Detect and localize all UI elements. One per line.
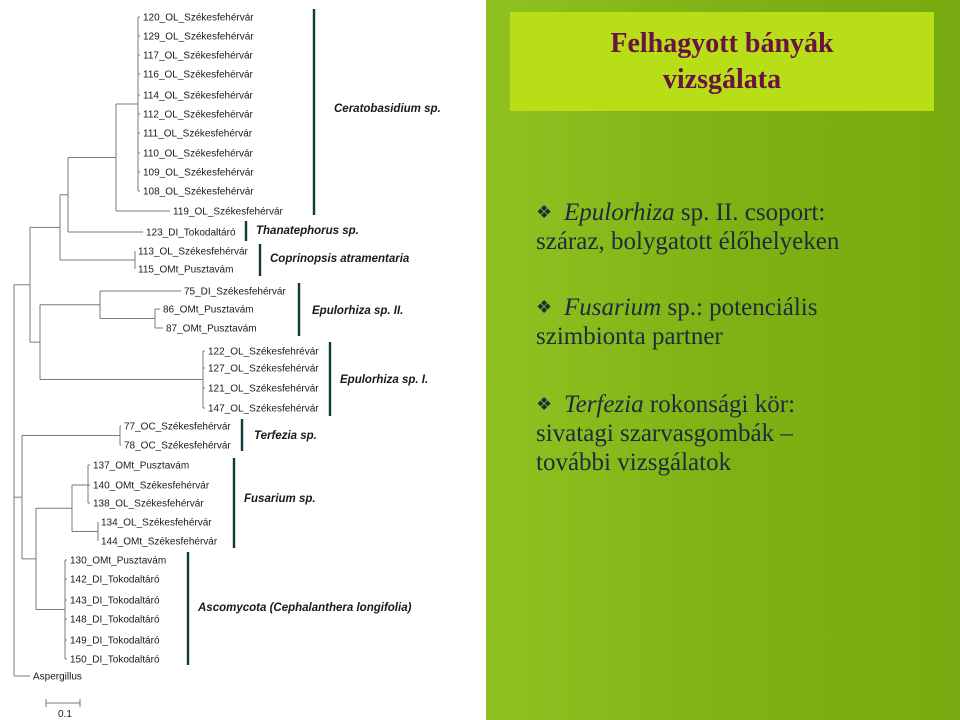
bullet-2-taxon: Fusarium bbox=[564, 294, 662, 321]
tree-leaf-label: 148_DI_Tokodaltáró bbox=[70, 614, 160, 626]
diamond-bullet-icon: ❖ bbox=[536, 394, 553, 414]
tree-leaf-label: 140_OMt_Székesfehérvár bbox=[93, 480, 210, 492]
bullet-2-text-1: sp.: potenciális bbox=[661, 294, 818, 321]
bullet-terfezia bbox=[536, 390, 956, 477]
bullet-1-text-1: sp. II. csoport: bbox=[674, 199, 826, 226]
bullet-2-text-2: szimbionta partner bbox=[536, 323, 723, 350]
clade-label: Terfezia sp. bbox=[254, 430, 317, 442]
clade-label: Ceratobasidium sp. bbox=[334, 103, 441, 115]
diamond-bullet-icon: ❖ bbox=[536, 202, 553, 222]
tree-leaf-label: 77_OC_Székesfehérvár bbox=[124, 421, 231, 433]
tree-leaf-label: 150_DI_Tokodaltáró bbox=[70, 654, 160, 666]
tree-leaf-label: 149_DI_Tokodaltáró bbox=[70, 635, 160, 647]
tree-leaf-label: 87_OMt_Pusztavám bbox=[166, 323, 257, 335]
tree-leaf-label: Aspergillus bbox=[33, 671, 82, 683]
slide-title-line-2: vizsgálata bbox=[662, 63, 782, 95]
bullet-fusarium bbox=[536, 293, 956, 351]
tree-leaf-label: 122_OL_Székesfehrévár bbox=[208, 346, 319, 358]
bullet-3-text-3: további vizsgálatok bbox=[536, 449, 732, 476]
bullet-epulorhiza bbox=[536, 198, 956, 256]
tree-leaf-label: 109_OL_Székesfehérvár bbox=[143, 167, 254, 179]
tree-leaf-label: 121_OL_Székesfehérvár bbox=[208, 383, 319, 395]
tree-leaf-label: 116_OL_Székesfehérvár bbox=[143, 69, 253, 81]
tree-leaf-label: 138_OL_Székesfehérvár bbox=[93, 498, 204, 510]
clade-label: Ascomycota (Cephalanthera longifolia) bbox=[198, 602, 412, 614]
tree-leaf-label: 134_OL_Székesfehérvár bbox=[101, 517, 212, 529]
clade-label: Epulorhiza sp. II. bbox=[312, 305, 404, 317]
tree-leaf-label: 127_OL_Székesfehérvár bbox=[208, 363, 319, 375]
bullet-3-text-1: rokonsági kör: bbox=[643, 391, 796, 418]
tree-leaf-label: 115_OMt_Pusztavám bbox=[138, 264, 234, 276]
clade-label: Coprinopsis atramentaria bbox=[270, 253, 410, 265]
tree-leaf-label: 129_OL_Székesfehérvár bbox=[143, 31, 254, 43]
bullet-1-text-2: száraz, bolygatott élőhelyeken bbox=[536, 228, 840, 255]
tree-leaf-label: 147_OL_Székesfehérvár bbox=[208, 403, 319, 415]
clade-label: Thanatephorus sp. bbox=[256, 225, 359, 237]
scale-bar-label: 0.1 bbox=[58, 709, 72, 720]
tree-leaf-label: 78_OC_Székesfehérvár bbox=[124, 440, 231, 452]
tree-leaf-label: 119_OL_Székesfehérvár bbox=[173, 206, 283, 218]
tree-leaf-label: 143_DI_Tokodaltáró bbox=[70, 595, 160, 607]
tree-leaf-label: 144_OMt_Székesfehérvár bbox=[101, 536, 218, 548]
tree-leaf-label: 123_DI_Tokodaltáró bbox=[146, 227, 236, 239]
tree-leaf-label: 117_OL_Székesfehérvár bbox=[143, 50, 253, 62]
tree-leaf-label: 137_OMt_Pusztavám bbox=[93, 460, 190, 472]
bullet-3-taxon: Terfezia bbox=[564, 391, 644, 418]
slide-title-box bbox=[510, 12, 934, 111]
slide-title-line-1: Felhagyott bányák bbox=[610, 27, 834, 59]
tree-leaf-label: 111_OL_Székesfehérvár bbox=[143, 128, 253, 140]
tree-leaf-label: 113_OL_Székesfehérvár bbox=[138, 246, 248, 258]
bullet-1-taxon: Epulorhiza bbox=[564, 199, 675, 226]
tree-leaf-label: 86_OMt_Pusztavám bbox=[163, 304, 254, 316]
tree-leaf-label: 108_OL_Székesfehérvár bbox=[143, 186, 254, 198]
diamond-bullet-icon: ❖ bbox=[536, 297, 553, 317]
tree-leaf-label: 142_DI_Tokodaltáró bbox=[70, 574, 160, 586]
tree-leaf-label: 120_OL_Székesfehérvár bbox=[143, 12, 254, 24]
tree-leaf-label: 110_OL_Székesfehérvár bbox=[143, 148, 253, 160]
clade-label: Fusarium sp. bbox=[244, 493, 316, 505]
slide-text-panel bbox=[486, 0, 960, 720]
tree-leaf-label: 130_OMt_Pusztavám bbox=[70, 555, 167, 567]
tree-leaf-label: 75_DI_Székesfehérvár bbox=[184, 286, 286, 298]
tree-leaf-label: 112_OL_Székesfehérvár bbox=[143, 109, 253, 121]
clade-label: Epulorhiza sp. I. bbox=[340, 374, 429, 386]
bullet-3-text-2: sivatagi szarvasgombák – bbox=[536, 420, 793, 447]
tree-leaf-label: 114_OL_Székesfehérvár bbox=[143, 90, 253, 102]
